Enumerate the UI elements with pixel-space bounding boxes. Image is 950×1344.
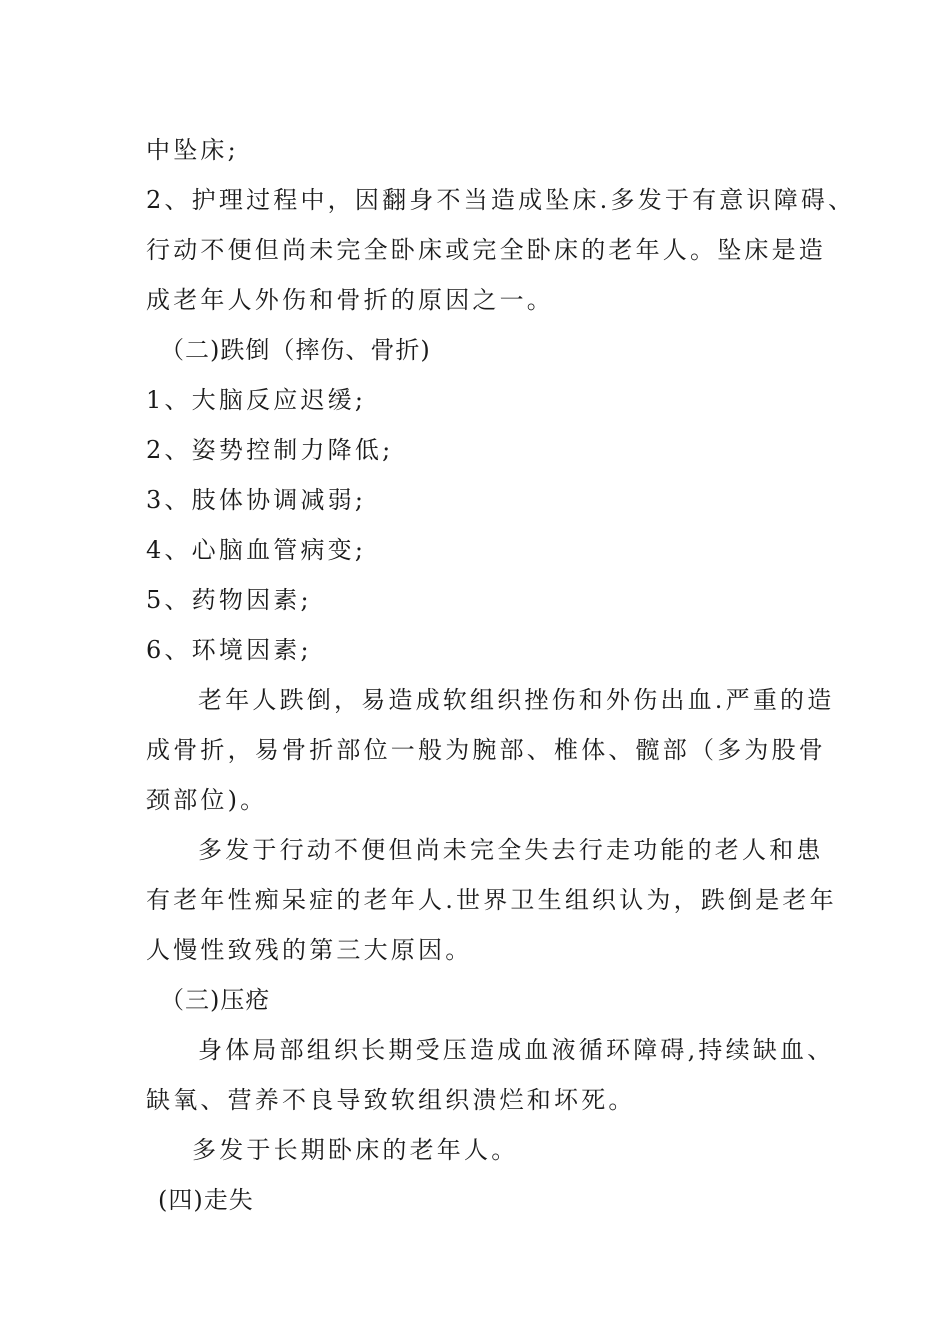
section-heading: （二)跌倒（摔伤、骨折) [160,336,431,364]
text-line: 2、护理过程中，因翻身不当造成坠床.多发于有意识障碍、 [146,186,856,214]
text-line: 中坠床; [146,136,239,164]
list-item: 4、心脑血管病变; [146,536,367,564]
text-line: 颈部位)。 [146,786,268,814]
text-line: 身体局部组织长期受压造成血液循环障碍,持续缺血、 [198,1036,835,1064]
text-line: 老年人跌倒，易造成软组织挫伤和外伤出血.严重的造 [198,686,835,714]
list-item: 2、姿势控制力降低; [146,436,394,464]
text-line: 有老年性痴呆症的老年人.世界卫生组织认为，跌倒是老年 [146,886,837,914]
section-heading: （三)压疮 [160,986,271,1014]
text-line: 人慢性致残的第三大原因。 [146,936,473,964]
section-heading: (四)走失 [158,1186,254,1214]
text-line: 多发于长期卧床的老年人。 [192,1136,519,1164]
text-line: 多发于行动不便但尚未完全失去行走功能的老人和患 [198,836,824,864]
list-item: 5、药物因素; [146,586,312,614]
text-line: 成骨折，易骨折部位一般为腕部、椎体、髋部（多为股骨 [146,736,826,764]
list-item: 6、环境因素; [146,636,312,664]
text-line: 成老年人外伤和骨折的原因之一。 [146,286,554,314]
text-line: 缺氧、营养不良导致软组织溃烂和坏死。 [146,1086,636,1114]
list-item: 1、大脑反应迟缓; [146,386,367,414]
list-item: 3、肢体协调减弱; [146,486,367,514]
text-line: 行动不便但尚未完全卧床或完全卧床的老年人。坠床是造 [146,236,826,264]
